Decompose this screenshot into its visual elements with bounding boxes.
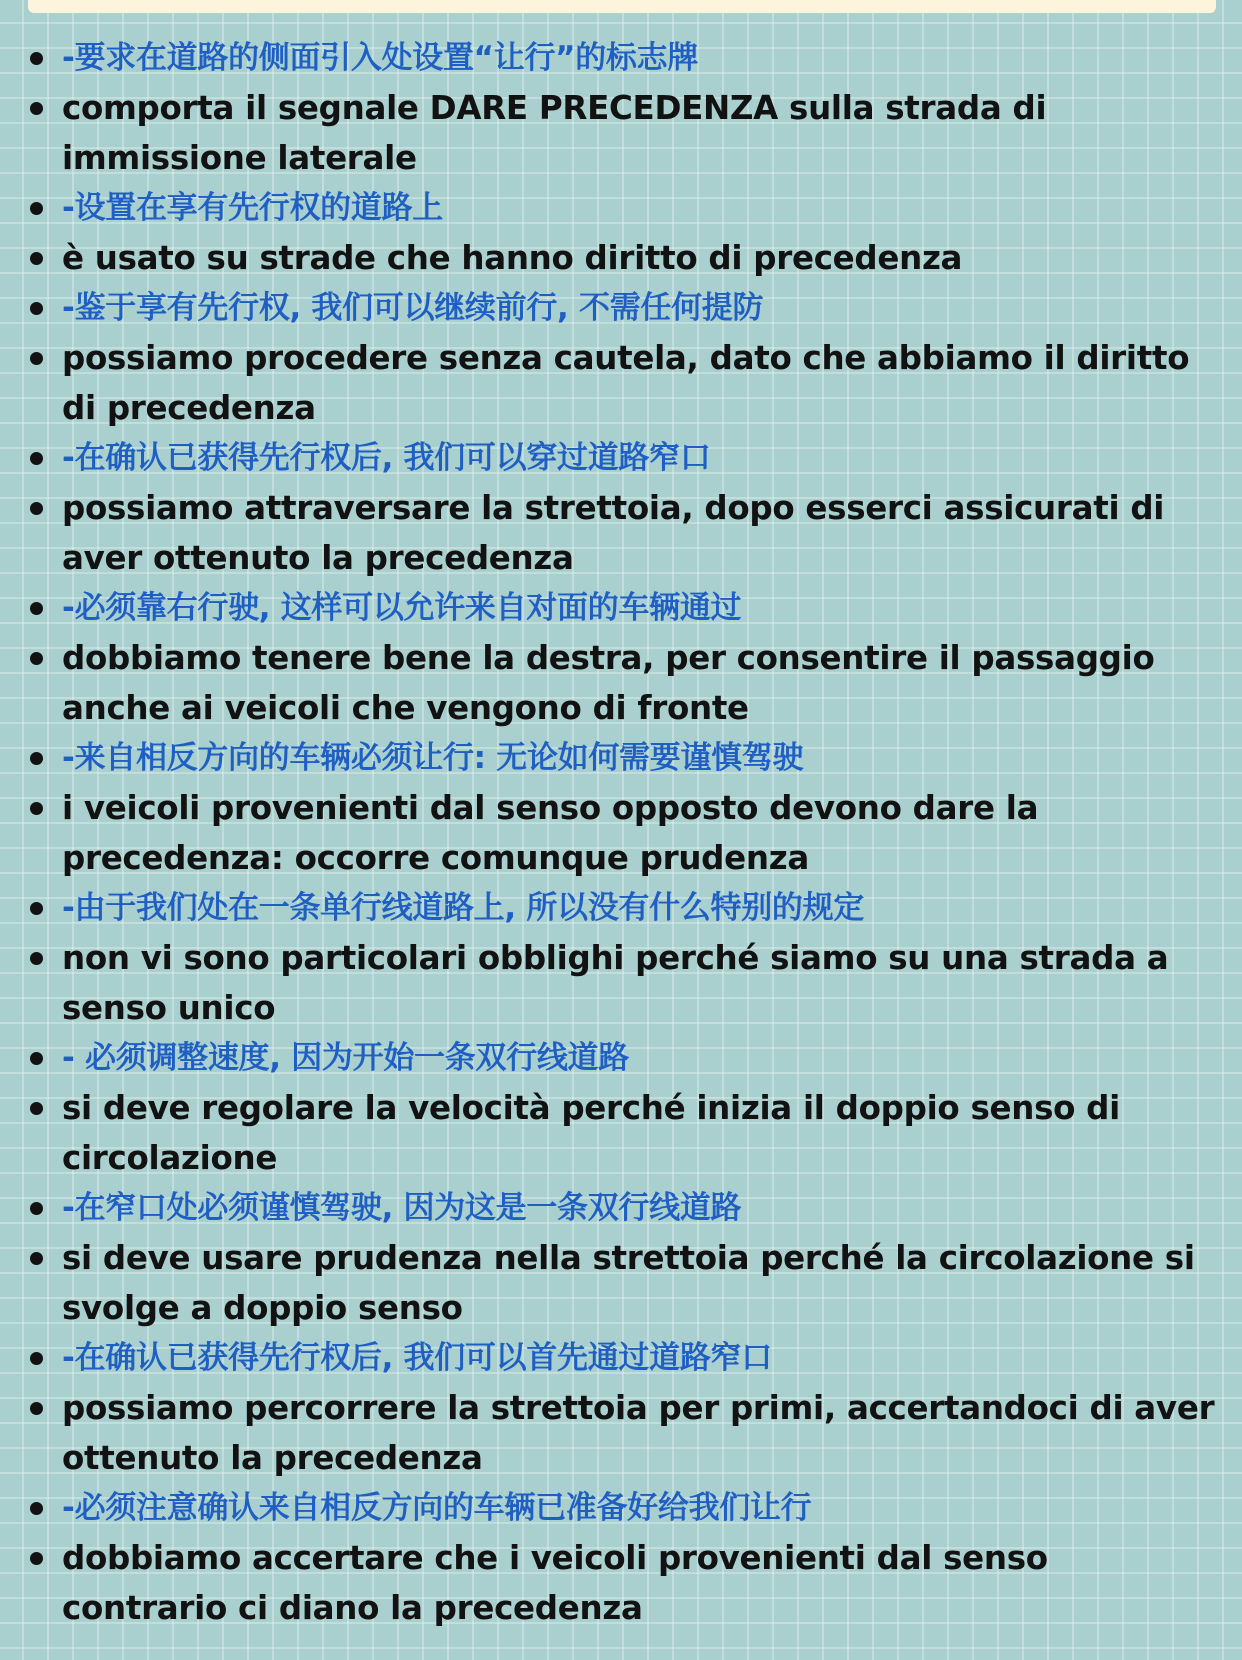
sentence-text: -在窄口处必须谨慎驾驶, 因为这是一条双行线道路 xyxy=(62,1190,742,1226)
bullet-icon xyxy=(30,1502,43,1515)
chinese-sentence xyxy=(0,1183,1242,1233)
sentence-text: -由于我们处在一条单行线道路上, 所以没有什么特别的规定 xyxy=(62,890,865,926)
top-card xyxy=(28,0,1216,13)
bullet-icon xyxy=(30,52,43,65)
italian-sentence xyxy=(0,783,1242,883)
bullet-icon xyxy=(30,102,43,115)
italian-sentence xyxy=(0,933,1242,1033)
bullet-icon xyxy=(30,1252,43,1265)
italian-sentence xyxy=(0,633,1242,733)
sentence-text: -必须靠右行驶, 这样可以允许来自对面的车辆通过 xyxy=(62,590,742,626)
chinese-sentence xyxy=(0,1483,1242,1533)
sentence-list xyxy=(0,33,1242,1633)
bullet-icon xyxy=(30,252,43,265)
bullet-icon xyxy=(30,302,43,315)
bullet-icon xyxy=(30,802,43,815)
sentence-text: possiamo percorrere la strettoia per primi, accertandoci di aver ottenuto la precedenza xyxy=(62,1389,1215,1477)
sentence-text: - 必须调整速度, 因为开始一条双行线道路 xyxy=(62,1040,629,1076)
italian-sentence xyxy=(0,1383,1242,1483)
sentence-text: dobbiamo tenere bene la destra, per consentire il passaggio anche ai veicoli che vengono di fronte xyxy=(62,639,1155,727)
bullet-icon xyxy=(30,352,43,365)
bullet-icon xyxy=(30,602,43,615)
italian-sentence xyxy=(0,233,1242,283)
bullet-icon xyxy=(30,902,43,915)
italian-sentence xyxy=(0,333,1242,433)
bullet-icon xyxy=(30,1352,43,1365)
sentence-text: i veicoli provenienti dal senso opposto devono dare la precedenza: occorre comunque prudenza xyxy=(62,789,1039,877)
sentence-text: -在确认已获得先行权后, 我们可以穿过道路窄口 xyxy=(62,440,711,476)
italian-sentence xyxy=(0,1083,1242,1183)
bullet-icon xyxy=(30,502,43,515)
sentence-text: -设置在享有先行权的道路上 xyxy=(62,190,443,226)
sentence-text: possiamo attraversare la strettoia, dopo esserci assicurati di aver ottenuto la precedenza xyxy=(62,489,1165,577)
italian-sentence xyxy=(0,1533,1242,1633)
sentence-text: comporta il segnale DARE PRECEDENZA sulla strada di immissione laterale xyxy=(62,89,1047,177)
bullet-icon xyxy=(30,952,43,965)
chinese-sentence xyxy=(0,1333,1242,1383)
sentence-text: si deve usare prudenza nella strettoia perché la circolazione si svolge a doppio senso xyxy=(62,1239,1195,1327)
sentence-text: dobbiamo accertare che i veicoli provenienti dal senso contrario ci diano la precedenza xyxy=(62,1539,1048,1627)
sentence-text: -鉴于享有先行权, 我们可以继续前行, 不需任何提防 xyxy=(62,290,764,326)
sentence-text: -来自相反方向的车辆必须让行: 无论如何需要谨慎驾驶 xyxy=(62,740,804,776)
bullet-icon xyxy=(30,1552,43,1565)
italian-sentence xyxy=(0,1233,1242,1333)
sentence-text: -必须注意确认来自相反方向的车辆已准备好给我们让行 xyxy=(62,1490,812,1526)
chinese-sentence xyxy=(0,33,1242,83)
bullet-icon xyxy=(30,202,43,215)
bullet-icon xyxy=(30,1102,43,1115)
chinese-sentence xyxy=(0,183,1242,233)
bullet-icon xyxy=(30,1052,43,1065)
chinese-sentence xyxy=(0,283,1242,333)
italian-sentence xyxy=(0,483,1242,583)
sentence-text: è usato su strade che hanno diritto di precedenza xyxy=(62,239,963,277)
bullet-icon xyxy=(30,1402,43,1415)
chinese-sentence xyxy=(0,883,1242,933)
sentence-text: non vi sono particolari obblighi perché siamo su una strada a senso unico xyxy=(62,939,1169,1027)
bullet-icon xyxy=(30,652,43,665)
italian-sentence xyxy=(0,83,1242,183)
sentence-text: possiamo procedere senza cautela, dato che abbiamo il diritto di precedenza xyxy=(62,339,1190,427)
sentence-text: -要求在道路的侧面引入处设置“让行”的标志牌 xyxy=(62,40,699,76)
sentence-text: si deve regolare la velocità perché inizia il doppio senso di circolazione xyxy=(62,1089,1120,1177)
bullet-icon xyxy=(30,452,43,465)
chinese-sentence xyxy=(0,733,1242,783)
bullet-icon xyxy=(30,752,43,765)
chinese-sentence xyxy=(0,433,1242,483)
chinese-sentence xyxy=(0,583,1242,633)
sentence-text: -在确认已获得先行权后, 我们可以首先通过道路窄口 xyxy=(62,1340,772,1376)
chinese-sentence xyxy=(0,1033,1242,1083)
bullet-icon xyxy=(30,1202,43,1215)
